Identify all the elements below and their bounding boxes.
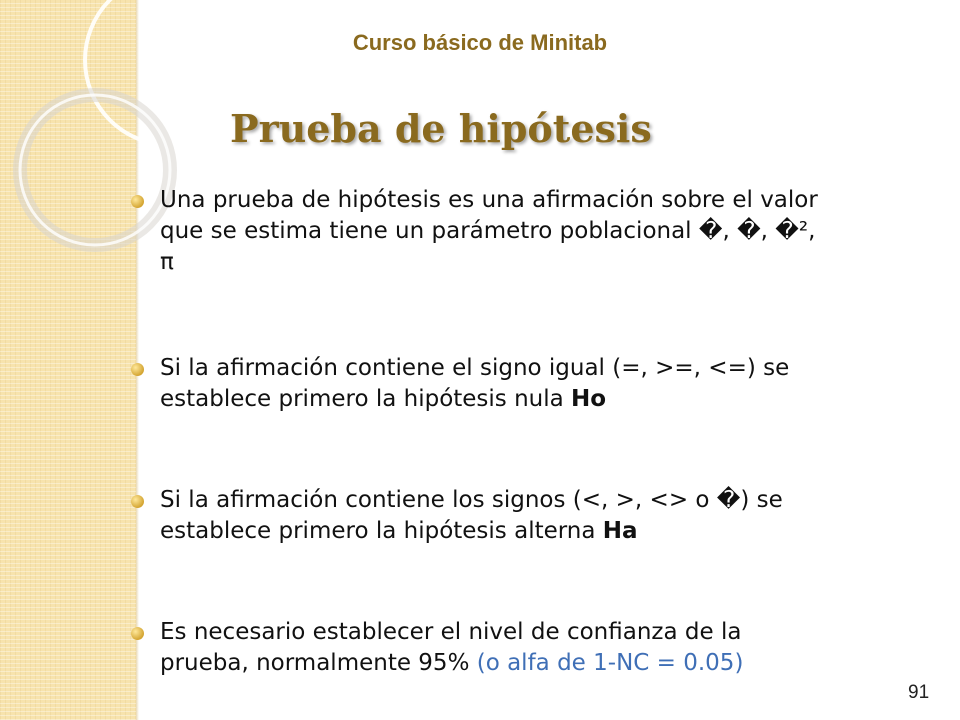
bullet-3-line2: establece primero la hipótesis alterna <box>160 518 603 544</box>
course-header: Curso básico de Minitab <box>352 30 608 55</box>
bullet-2-line1: Si la afirmación contiene el signo igual (=, >=, <=) se <box>160 355 790 381</box>
bullet-4-line2: prueba, normalmente 95% <box>160 650 477 676</box>
parameter-symbols: �, �, �², <box>698 218 816 244</box>
bullet-dot-icon <box>131 195 144 208</box>
bullet-1-line2: que se estima tiene un parámetro poblacional <box>160 218 692 244</box>
alternative-hypothesis-label: Ha <box>602 518 638 544</box>
bullet-4-line1: Es necesario establecer el nivel de confianza de la <box>160 619 742 645</box>
bullet-item-4 <box>128 617 743 679</box>
bullet-1-line1: Una prueba de hipótesis es una afirmación sobre el valor <box>160 187 818 213</box>
bullet-item-2 <box>128 353 789 415</box>
bullet-dot-icon <box>131 627 144 640</box>
pi-symbol: π <box>160 249 174 275</box>
bullet-2-line2: establece primero la hipótesis nula <box>160 386 572 412</box>
bullet-item-1 <box>128 185 818 278</box>
bullet-3-line1: Si la afirmación contiene los signos (<, >, <> o �) se <box>160 487 783 513</box>
null-hypothesis-label: Ho <box>571 386 607 412</box>
bullet-dot-icon <box>131 495 144 508</box>
alpha-note: (o alfa de 1-NC = 0.05) <box>476 650 744 676</box>
slide-title: Prueba de hipótesis <box>230 106 652 151</box>
bullet-dot-icon <box>131 363 144 376</box>
bullet-item-3 <box>128 485 783 547</box>
page-number: 91 <box>908 682 930 703</box>
